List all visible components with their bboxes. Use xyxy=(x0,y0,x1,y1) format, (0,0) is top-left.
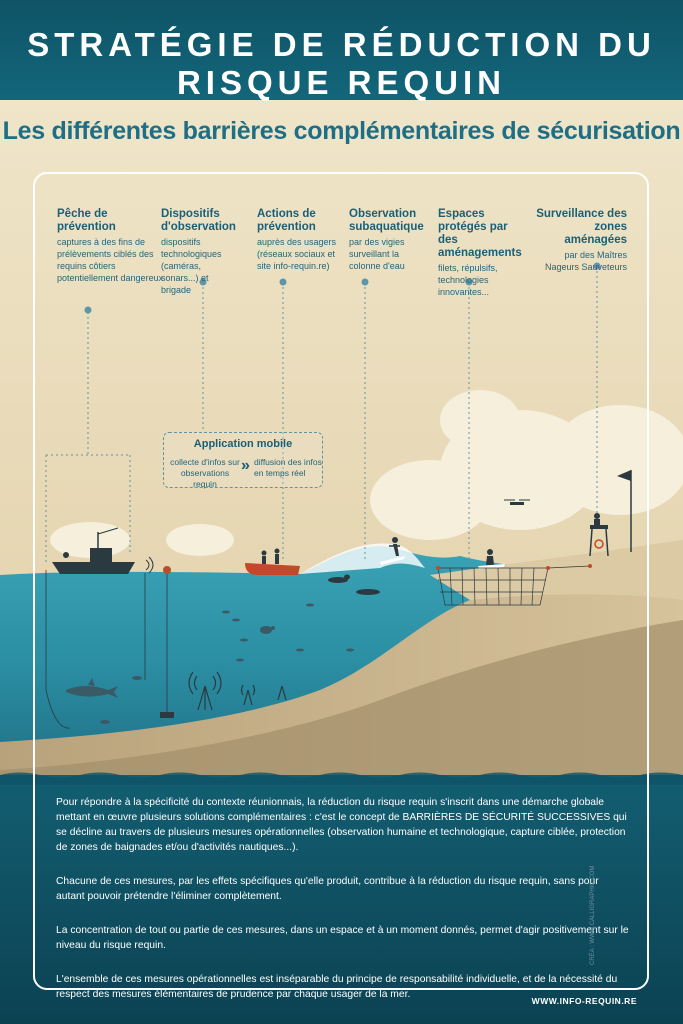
mobile-app-box xyxy=(163,432,323,488)
credit: CRÉA : WWW.CALLIGRAPHIC.COM xyxy=(590,865,596,965)
subtitle: Les différentes barrières complémentaires de sécurisation xyxy=(2,117,681,145)
barrier-observation-subaquatique xyxy=(349,208,425,272)
barrier-dispositifs-observation xyxy=(161,208,241,296)
barrier-desc: par des Maîtres Nageurs Sauveteurs xyxy=(544,250,627,272)
barrier-desc: dispositifs technologiques (caméras, sonars...) et brigade xyxy=(161,237,222,295)
main-title: STRATÉGIE DE RÉDUCTION DU RISQUE REQUIN xyxy=(27,26,656,101)
barrier-desc: filets, répulsifs, technologies innovantes... xyxy=(438,263,498,297)
barrier-desc: par des vigies surveillant la colonne d'eau xyxy=(349,237,405,271)
barrier-title: Surveillance des zones aménagées xyxy=(536,208,627,246)
double-chevron-icon: » xyxy=(241,457,250,474)
barrier-title: Observation subaquatique xyxy=(349,208,424,233)
app-diffusion-text: diffusion des infos en temps réel xyxy=(254,457,322,478)
barrier-title: Dispositifs d'observation xyxy=(161,208,236,233)
barrier-title: Pêche de prévention xyxy=(57,208,116,233)
app-title: Application mobile xyxy=(193,438,293,450)
paragraph: Pour répondre à la spécificité du contexte réunionnais, la réduction du risque requin s'inscrit dans une démarche globale mettant en œuvre plusieurs solutions complémentaires : c'est le concept de BARRIÈRES DE SÉCURITÉ SUCCESSIVES qui se décline au travers de plusieurs mesures opérationnelles (observation humaine et technologique, capture ciblée, protection de zones de baignades et/ou d'activités nautiques...). xyxy=(56,797,627,853)
paragraph: L'ensemble de ces mesures opérationnelles est inséparable du principe de responsabilité individuelle, et de la nécessité du respect des mesures élémentaires de prudence par chaque usager de la mer. xyxy=(56,974,618,1000)
barrier-desc: captures à des fins de prélèvements ciblés des requins côtiers potentiellement dangereux xyxy=(57,237,164,283)
barrier-title: Espaces protégés par des aménagements xyxy=(438,208,522,259)
barrier-peche-prevention xyxy=(57,208,167,284)
paragraph: La concentration de tout ou partie de ces mesures, dans un espace et à un moment donnés, permet d'agir positivement sur le niveau du risque requin. xyxy=(56,925,629,951)
body-text xyxy=(56,795,630,1021)
footer-url[interactable]: WWW.INFO-REQUIN.RE xyxy=(531,996,637,1006)
barrier-surveillance-zones xyxy=(530,208,627,273)
paragraph: Chacune de ces mesures, par les effets spécifiques qu'elle produit, contribue à la réduction du risque requin, sans pour autant pouvoir prétendre l'éliminer complètement. xyxy=(56,876,599,902)
barrier-desc: auprès des usagers (réseaux sociaux et site info-requin.re) xyxy=(257,237,337,271)
barrier-actions-prevention xyxy=(257,208,337,272)
app-collect-text: collecte d'infos sur observations requin xyxy=(170,457,240,489)
barrier-espaces-proteges xyxy=(438,208,526,298)
barrier-title: Actions de prévention xyxy=(257,208,316,233)
